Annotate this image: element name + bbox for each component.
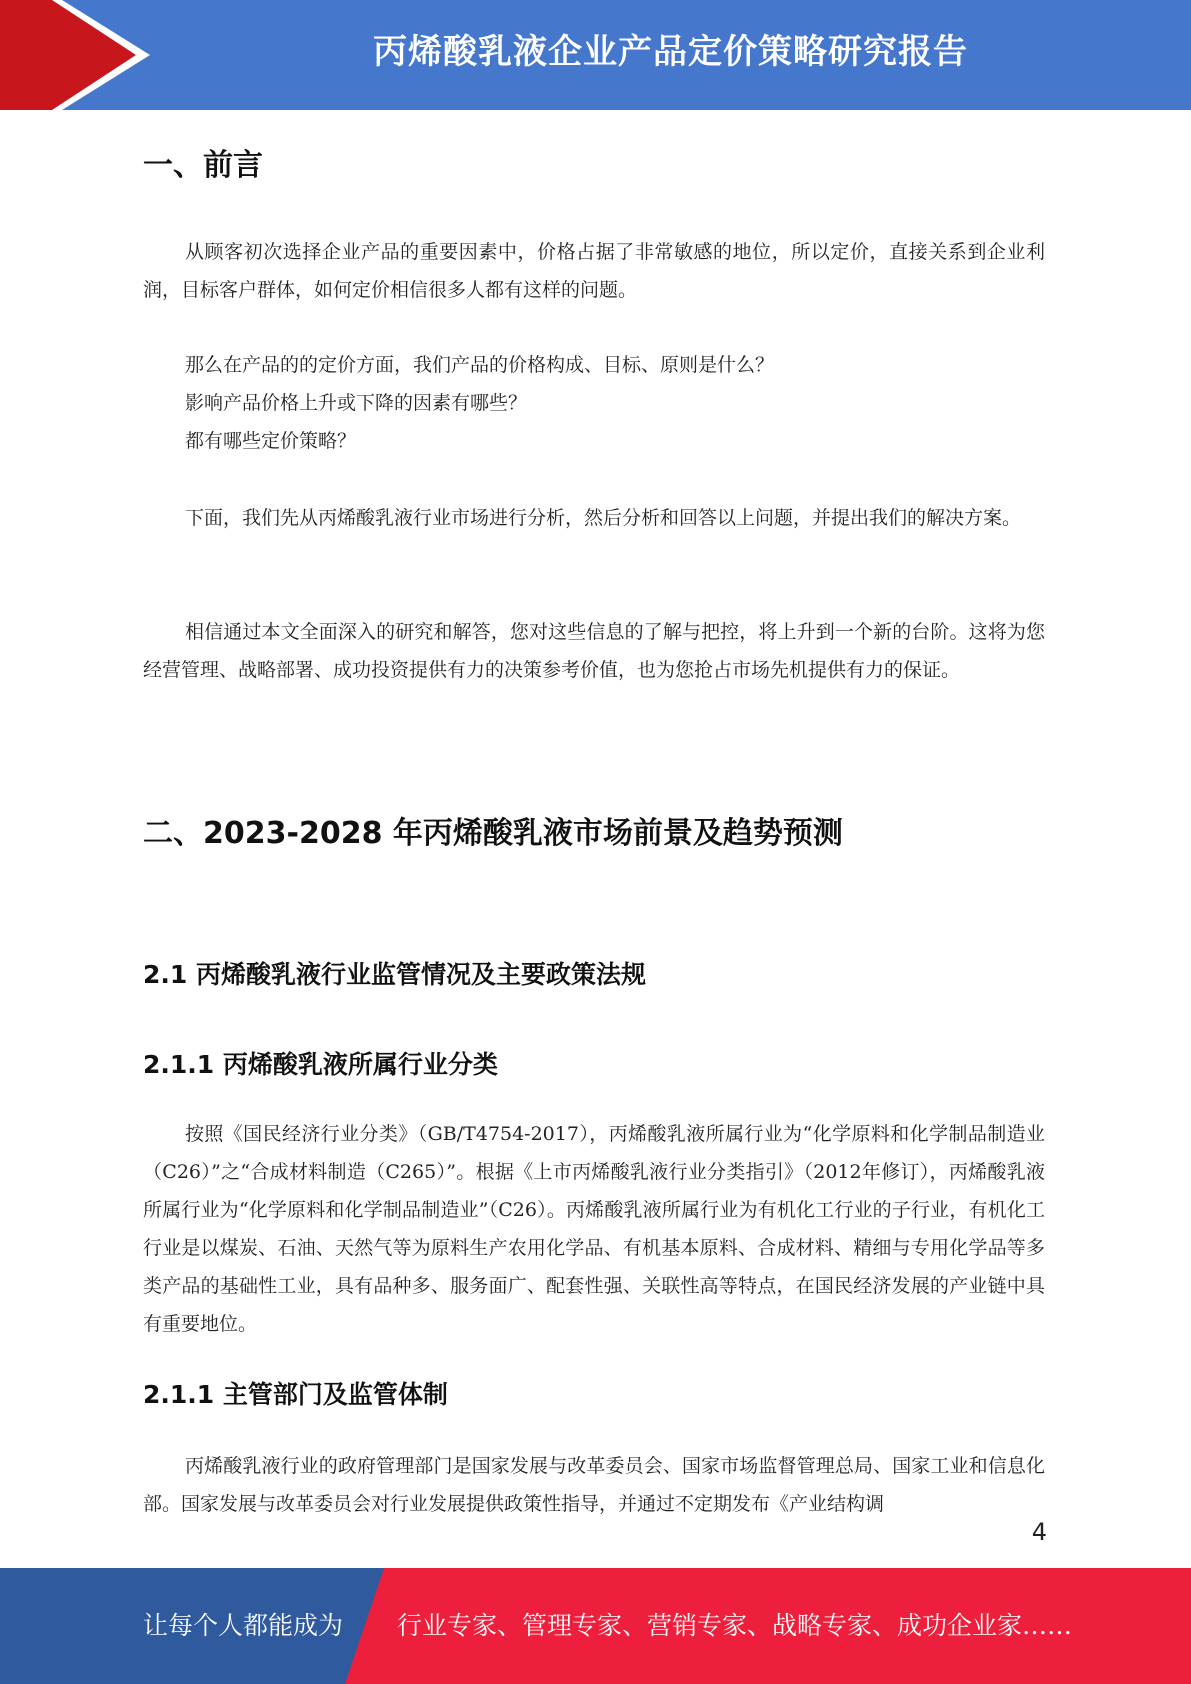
paragraph-authority: 丙烯酸乳液行业的政府管理部门是国家发展与改革委员会、国家市场监督管理总局、国家工业和信息化部。国家发展与改革委员会对行业发展提供政策性指导，并通过不定期发布《产业结构调 — [143, 1455, 1045, 1515]
chevron-arrow-icon — [0, 0, 160, 110]
subsection-heading-authority: 2.1.1 主管部门及监管体制 — [143, 1380, 448, 1409]
footer-slogan-right: 行业专家、管理专家、营销专家、战略专家、成功企业家…… — [397, 1611, 1073, 1640]
paragraph-classification: 按照《国民经济行业分类》（GB/T4754-2017），丙烯酸乳液所属行业为“化学原料和化学制品制造业（C26）”之“合成材料制造（C265）”。根据《上市丙烯酸乳液行业分类指引》（2012年修订），丙烯酸乳液所属行业为“化学原料和化学制品制造业”（C26）。丙烯酸乳液所属行业为有机化工行业的子行业，有机化工行业是以煤炭、石油、天然气等为原料生产农用化学品、有机基本原料、合成材料、精细与专用化学品等多类产品的基础性工业，具有品种多、服务面广、配套性强、关联性高等特点，在国民经济发展的产业链中具有重要地位。 — [143, 1123, 1045, 1335]
question-line-1: 那么在产品的的定价方面，我们产品的价格构成、目标、原则是什么？ — [185, 354, 775, 376]
page-number: 4 — [1031, 1518, 1047, 1546]
question-line-3: 都有哪些定价策略？ — [185, 430, 357, 452]
question-line-2: 影响产品价格上升或下降的因素有哪些？ — [185, 392, 528, 414]
header-banner — [0, 0, 1191, 110]
paragraph-conclusion: 相信通过本文全面深入的研究和解答，您对这些信息的了解与把控，将上升到一个新的台阶。这将为您经营管理、战略部署、成功投资提供有力的决策参考价值，也为您抢占市场先机提供有力的保证。 — [143, 621, 1045, 681]
section-heading-forecast: 二、2023-2028 年丙烯酸乳液市场前景及趋势预测 — [143, 816, 843, 851]
report-title: 丙烯酸乳液企业产品定价策略研究报告 — [373, 32, 968, 72]
footer-slogan-left: 让每个人都能成为 — [143, 1611, 344, 1640]
subsection-heading-regulation: 2.1 丙烯酸乳液行业监管情况及主要政策法规 — [143, 960, 646, 989]
footer-banner — [0, 1568, 1191, 1684]
paragraph-intro: 从顾客初次选择企业产品的重要因素中，价格占据了非常敏感的地位，所以定价，直接关系到企业利润，目标客户群体，如何定价相信很多人都有这样的问题。 — [143, 241, 1045, 301]
subsection-heading-classification: 2.1.1 丙烯酸乳液所属行业分类 — [143, 1050, 498, 1079]
section-heading-preface: 一、前言 — [143, 148, 263, 183]
paragraph-analysis: 下面，我们先从丙烯酸乳液行业市场进行分析，然后分析和回答以上问题，并提出我们的解决方案。 — [185, 507, 1022, 529]
